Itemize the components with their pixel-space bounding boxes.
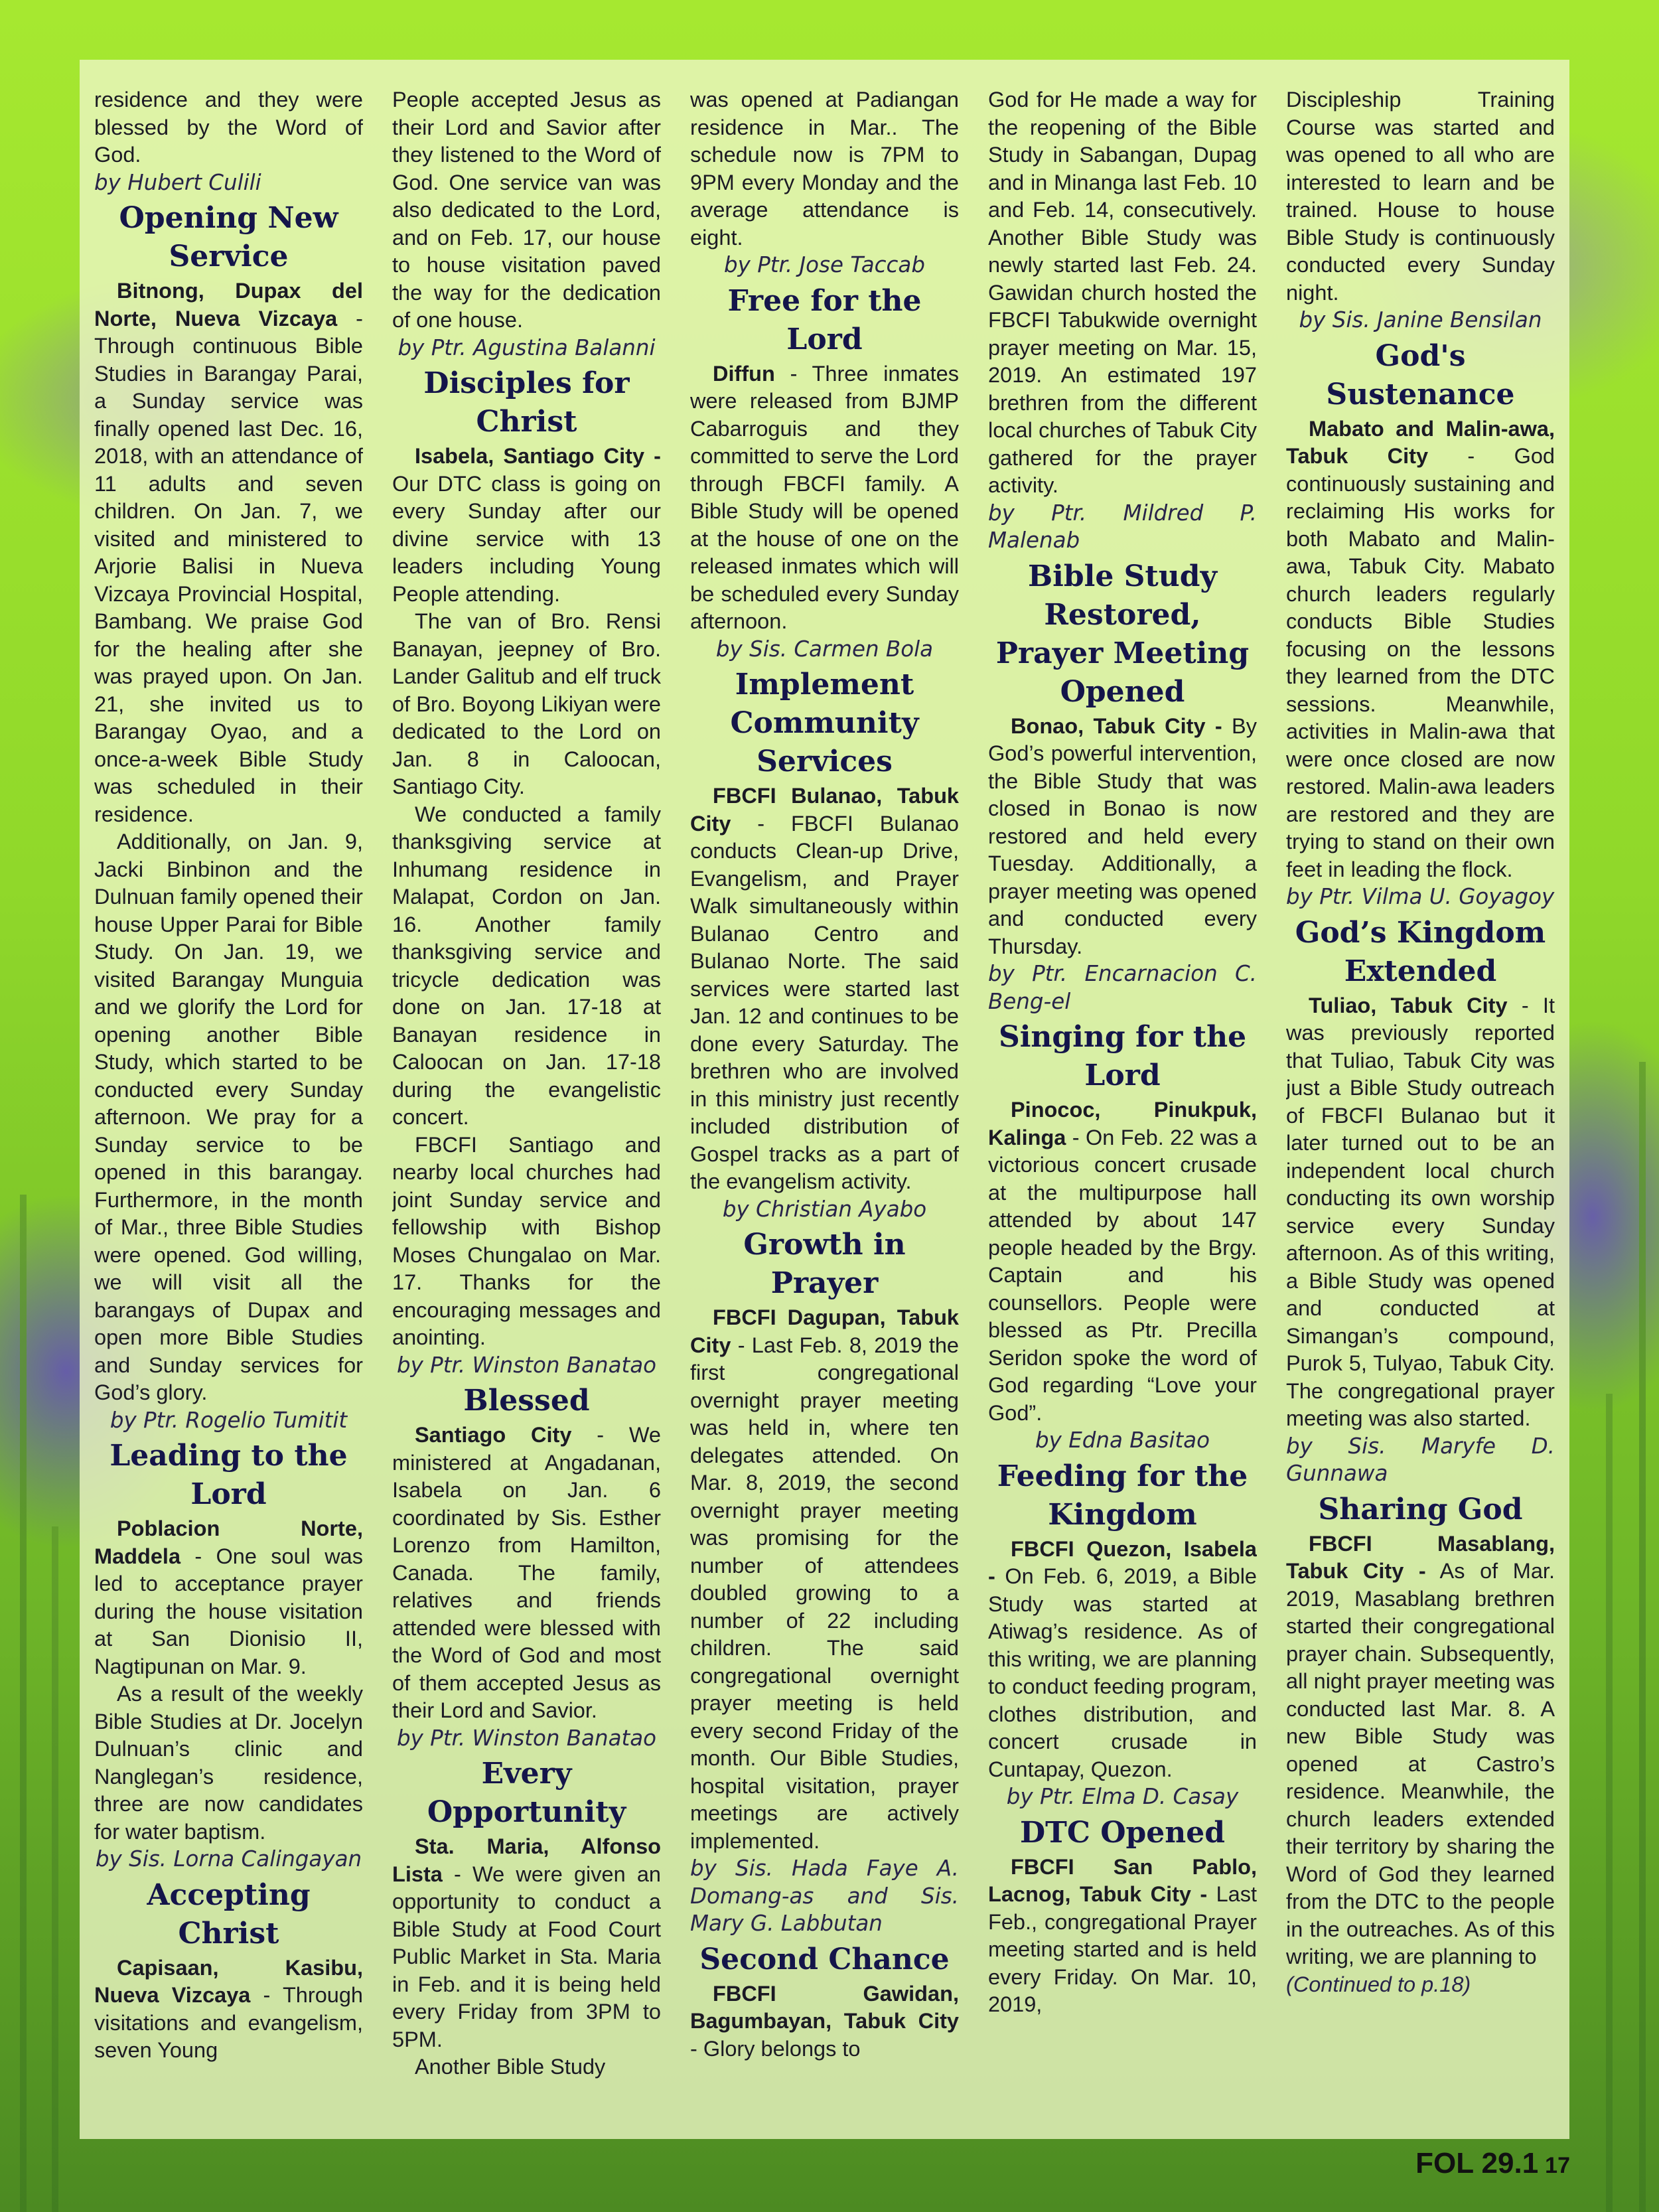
report-paragraph — [690, 1304, 959, 1855]
author-byline: by Sis. Lorna Calingayan — [95, 1846, 362, 1872]
section-heading: Every Opportunity — [427, 1757, 626, 1829]
report-paragraph — [690, 360, 959, 636]
article-panel — [80, 60, 1569, 2139]
location-label: Diffun — [713, 361, 775, 386]
location-label: FBCFI Masablang, Tabuk City - — [1286, 1531, 1555, 1583]
body-paragraph: FBCFI Santiago and nearby local churches had joint Sunday service and fellowship with Bishop Moses Chungalao on Mar. 17. Thanks for the encouraging messages and anointing. — [392, 1132, 661, 1349]
paragraph-text: - FBCFI Bulanao conducts Clean-up Drive, Evangelism, and Prayer Walk simultaneously within Bulanao Centro and Bulanao Norte. The said services were started last Jan. 12 and continues to be done every Saturday. The brethren who are involved in this ministry just recently included distribution of Gospel tracks as a part of the evangelism activity. — [690, 811, 959, 1193]
body-paragraph: The van of Bro. Rensi Banayan, jeepney of Bro. Lander Galitub and elf truck of Bro. Boyong Likiyan were dedicated to the Lord on Jan. 8 in Caloocan, Santiago City. — [392, 609, 661, 798]
paragraph-text: As of Mar. 2019, Masablang brethren started their congregational prayer chain. Subsequently, all night prayer meeting was conducted last Mar. 8. A new Bible Study was opened at Castro’s residence. Meanwhile, the church leaders extended their territory by sharing the Word of God they learned from the DTC to the people in the outreaches. As of this writing, we are planning to — [1286, 1559, 1555, 1968]
continued-note: (Continued to p.18) — [1286, 1972, 1471, 1996]
paragraph-text: - We ministered at Angadanan, Isabela on Jan. 6 coordinated by Sis. Esther Lorenzo from Hamilton, Canada. The family, relatives and friends attended were blessed with the Word of God and most of them accepted Jesus as their Lord and Savior. — [392, 1423, 661, 1722]
paragraph-text: Last Feb., congregational Prayer meeting started and is held every Friday. On Mar. 10, 2019, — [988, 1882, 1257, 2016]
column-5 — [1286, 86, 1555, 2137]
page-number: 17 — [1545, 2153, 1570, 2178]
report-paragraph — [690, 782, 959, 1196]
column-3 — [690, 86, 959, 2137]
paragraph-text: - We were given an opportunity to conduct a Bible Study at Food Court Public Market in Sta. Maria in Feb. and it is being held every Friday from 3PM to 5PM. — [392, 1862, 661, 2051]
report-paragraph — [690, 1980, 959, 2063]
paragraph-text: - Glory belongs to — [690, 2036, 861, 2061]
column-1 — [94, 86, 363, 2137]
report-paragraph — [988, 1536, 1257, 1784]
author-byline: by Sis. Maryfe D. Gunnawa — [1286, 1433, 1555, 1486]
author-byline: by Ptr. Encarnacion C. Beng-el — [988, 961, 1257, 1014]
author-byline: by Ptr. Mildred P. Malenab — [988, 500, 1257, 553]
paragraph-text: - One soul was led to acceptance prayer during the house visitation at San Dionisio II, Nagtipunan on Mar. 9. — [94, 1544, 363, 1678]
section-heading: God's Sustenance — [1326, 338, 1515, 411]
location-label: Sta. Maria, Alfonso Lista — [392, 1834, 661, 1886]
report-paragraph — [392, 1833, 661, 2053]
paragraph-text: - Last Feb. 8, 2019 the first congregational overnight prayer meeting was held in, where ten delegates attended. On Mar. 8, 2019, the second overnight prayer meeting was promising for the number of attendees doubled growing to a number of 22 including children. The said congregational overnight prayer meeting is held every second Friday of the month. Our Bible Studies, hospital visitation, prayer meetings are actively implemented. — [690, 1333, 959, 1853]
report-paragraph — [988, 1096, 1257, 1427]
section-heading: Second Chance — [699, 1942, 950, 1976]
section-heading: Sharing God — [1318, 1492, 1523, 1526]
author-byline: by Sis. Hada Faye A. Domang-as and Sis. Mary G. Labbutan — [690, 1856, 959, 1936]
author-byline: by Sis. Janine Bensilan — [1299, 307, 1542, 332]
section-heading: Growth in Prayer — [743, 1228, 906, 1300]
background-stem — [1639, 1062, 1646, 2212]
author-byline: by Ptr. Agustina Balanni — [397, 334, 656, 360]
section-heading: Bible Study Restored, Prayer Meeting Opened — [995, 559, 1250, 709]
location-label: Bonao, Tabuk City - — [1011, 713, 1222, 738]
section-heading: Leading to the Lord — [109, 1439, 348, 1511]
author-byline: by Christian Ayabo — [722, 1196, 927, 1222]
column-4 — [988, 86, 1257, 2137]
body-paragraph: As a result of the weekly Bible Studies at Dr. Jocelyn Dulnuan’s clinic and Nanglegan’s residence, three are now candidates for water baptism. — [94, 1682, 363, 1844]
paragraph-text: - God continuously sustaining and reclaiming His works for both Mabato and Malin-awa, Tabuk City. Mabato church leaders regularly conducts Bible Studies focusing on the lessons they learned from the DTC sessions. Meanwhile, activities in Malin-awa that were once closed are now restored. Malin-awa leaders are restored and they are trying to stand on their own feet in leading the flock. — [1286, 444, 1555, 881]
location-label: Mabato and Malin-awa, Tabuk City — [1286, 416, 1555, 468]
location-label: Santiago City — [415, 1423, 572, 1447]
body-paragraph: residence and they were blessed by the Word of God. — [94, 88, 363, 167]
column-2 — [392, 86, 661, 2137]
report-paragraph — [392, 443, 661, 608]
author-byline: by Ptr. Jose Taccab — [724, 252, 925, 277]
paragraph-text: - Through continuous Bible Studies in Barangay Parai, a Sunday service was finally opened last Dec. 16, 2018, with an attendance of 11 adults and seven children. On Jan. 7, we visited and ministered to Arjorie Balisi in Nueva Vizcaya Provincial Hospital, Bambang. We praise God for the healing after she was prayed upon. On Jan. 21, she invited us to Barangay Oyao, and a once-a-week Bible Study was scheduled in their residence. — [94, 306, 363, 826]
body-paragraph: Additionally, on Jan. 9, Jacki Binbinon and the Dulnuan family opened their house Upper Parai for Bible Study. On Jan. 19, we visited Barangay Munguia and we glorify the Lord for opening another Bible Study, which started to be conducted every Sunday afternoon. We pray for a Sunday service to be opened in this barangay. Furthermore, in the month of Mar., three Bible Studies were opened. God willing, we will visit all the barangays of Dupax and open more Bible Studies and Sunday services for God’s glory. — [94, 830, 363, 1404]
paragraph-text: On Feb. 6, 2019, a Bible Study was started at Atiwag’s residence. As of this writing, we are planning to conduct feeding program, clothes distribution, and concert crusade in Cuntapay, Quezon. — [988, 1564, 1257, 1781]
author-byline: by Edna Basitao — [1035, 1428, 1210, 1453]
author-byline: by Sis. Carmen Bola — [715, 636, 934, 662]
location-label: Bitnong, Dupax del Norte, Nueva Vizcaya — [94, 279, 363, 331]
location-label: FBCFI Bulanao, Tabuk City — [690, 784, 959, 836]
section-heading: Implement Community Services — [730, 668, 919, 778]
author-byline: by Hubert Culili — [94, 169, 261, 195]
author-byline: by Ptr. Vilma U. Goyagoy — [1286, 884, 1555, 909]
report-paragraph — [94, 1954, 363, 2065]
location-label: Poblacion Norte, Maddela — [94, 1516, 363, 1568]
section-heading: Blessed — [463, 1384, 590, 1418]
paragraph-text: - Through visitations and evangelism, seven Young — [94, 1983, 363, 2062]
report-paragraph — [988, 713, 1257, 961]
section-heading: Feeding for the Kingdom — [997, 1459, 1248, 1532]
author-byline: by Ptr. Winston Banatao — [396, 1725, 657, 1751]
background-stem — [1606, 1394, 1613, 2212]
paragraph-text: Our DTC class is going on every Sunday after our divine service with 13 leaders including Young People attending. — [392, 471, 661, 606]
paragraph-text: - It was previously reported that Tuliao, Tabuk City was just a Bible Study outreach of FBCFI Bulanao but it later turned out to be an independent local church conducting its own worship service every Sunday afternoon. As of this writing, a Bible Study was opened and conducted at Simangan’s compound, Purok 5, Tulyao, Tabuk City. The congregational prayer meeting was also started. — [1286, 993, 1555, 1430]
page-footer — [1415, 2146, 1570, 2183]
location-label: Tuliao, Tabuk City — [1309, 993, 1508, 1017]
author-byline: by Ptr. Elma D. Casay — [1006, 1784, 1239, 1809]
location-label: Isabela, Santiago City - — [415, 444, 661, 468]
report-paragraph — [94, 1515, 363, 1680]
report-paragraph — [1286, 992, 1555, 1433]
body-paragraph: Discipleship Training Course was started and was opened to all who are interested to learn and be trained. House to house Bible Study is continuously conducted every Sunday night. — [1286, 88, 1555, 305]
section-heading: Accepting Christ — [147, 1878, 311, 1951]
body-paragraph: God for He made a way for the reopening of the Bible Study in Sabangan, Dupag and in Minanga last Feb. 10 and Feb. 14, consecutively. Another Bible Study was newly started last Feb. 24. Gawidan church hosted the FBCFI Tabukwide overnight prayer meeting on Mar. 15, 2019. An estimated 197 brethren from the different local churches of Tabuk City gathered for the prayer activity. — [988, 88, 1257, 497]
location-label: Capisaan, Kasibu, Nueva Vizcaya — [94, 1955, 363, 2007]
location-label: FBCFI Gawidan, Bagumbayan, Tabuk City — [690, 1981, 959, 2033]
report-paragraph — [392, 1422, 661, 1725]
body-paragraph: was opened at Padiangan residence in Mar.. The schedule now is 7PM to 9PM every Monday and the average attendance is eight. — [690, 88, 959, 250]
paragraph-text: - Three inmates were released from BJMP Cabarroguis and they committed to serve the Lord through FBCFI family. A Bible Study will be opened at the house of one on the released inmates which will be scheduled every Sunday afternoon. — [690, 361, 959, 633]
location-label: Pinococ, Pinukpuk, Kalinga — [988, 1098, 1257, 1149]
section-heading: Singing for the Lord — [998, 1020, 1247, 1092]
location-label: FBCFI San Pablo, Lacnog, Tabuk City - — [988, 1854, 1257, 1906]
issue-label: FOL 29.1 — [1415, 2147, 1539, 2179]
report-paragraph — [988, 1854, 1257, 2019]
background-stem — [20, 1195, 27, 2212]
background-stem — [52, 1526, 58, 2212]
report-paragraph — [1286, 1530, 1555, 1971]
body-paragraph: Another Bible Study — [415, 2055, 606, 2079]
body-paragraph: We conducted a family thanksgiving service at Inhumang residence in Malapat, Cordon on Jan. 16. Another family thanksgiving service and tricycle dedication was done on Jan. 17-18 at Banayan residence in Caloocan on Jan. 17-18 during the evangelistic concert. — [392, 802, 661, 1129]
section-heading: God’s Kingdom Extended — [1295, 915, 1546, 988]
section-heading: Disciples for Christ — [423, 366, 630, 439]
report-paragraph — [1286, 415, 1555, 884]
location-label: FBCFI Quezon, Isabela - — [988, 1536, 1257, 1588]
paragraph-text: By God’s powerful intervention, the Bible Study that was closed in Bonao is now restored and held every Tuesday. Additionally, a prayer meeting was opened and conducted every Thursday. — [988, 713, 1257, 958]
paragraph-text: - On Feb. 22 was a victorious concert crusade at the multipurpose hall attended by about 147 people headed by the Brgy. Captain and his counsellors. People were blessed as Ptr. Precilla Seridon spoke the word of God regarding “Love your God”. — [988, 1125, 1257, 1425]
report-paragraph — [94, 277, 363, 828]
location-label: FBCFI Dagupan, Tabuk City — [690, 1305, 959, 1357]
section-heading: Free for the Lord — [727, 283, 922, 356]
section-heading: Opening New Service — [119, 201, 338, 273]
author-byline: by Ptr. Rogelio Tumitit — [109, 1407, 348, 1433]
author-byline: by Ptr. Winston Banatao — [396, 1352, 657, 1378]
section-heading: DTC Opened — [1019, 1815, 1226, 1850]
body-paragraph: People accepted Jesus as their Lord and Savior after they listened to the Word of God. One service van was also dedicated to the Lord, and on Feb. 17, our house to house visitation paved the way for the dedication of one house. — [392, 88, 661, 332]
